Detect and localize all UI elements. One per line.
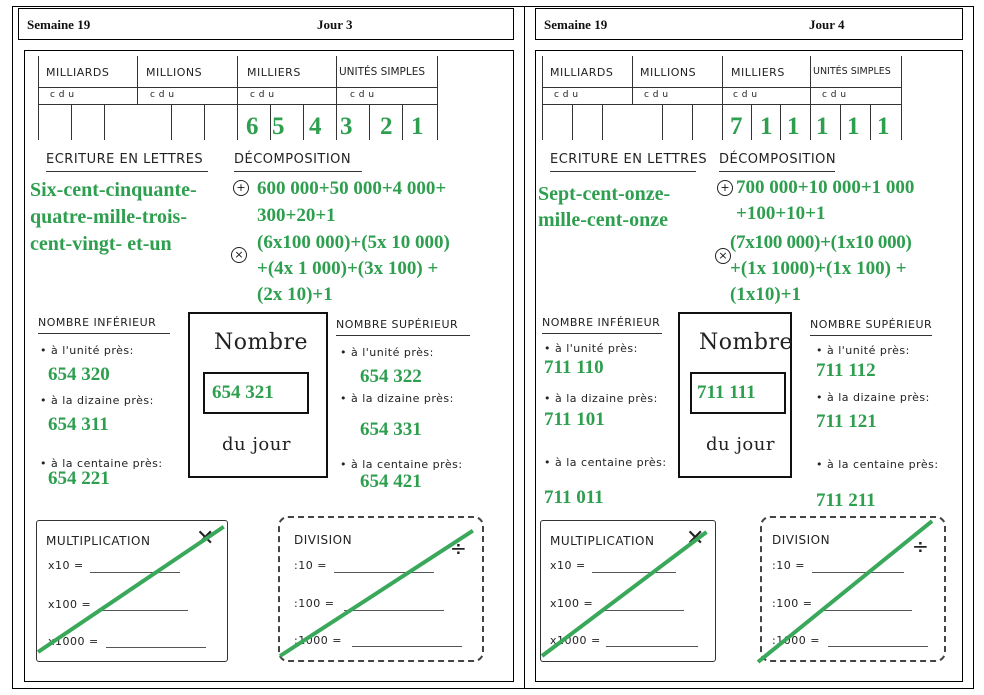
mult-row-10: x10 = — [550, 559, 586, 572]
digit-dizaine: 1 — [847, 113, 860, 140]
mult-row-10: x10 = — [48, 559, 84, 572]
nombre-subtitle: du jour — [222, 434, 291, 455]
nombre-title: Nombre — [214, 330, 308, 355]
superieur-dizaine-label: • à la dizaine près: — [816, 391, 930, 404]
inferieur-unit-label: • à l'unité près: — [40, 344, 134, 357]
superieur-unit-label: • à l'unité près: — [816, 344, 910, 357]
superieur-dizaine-value: 711 121 — [816, 411, 877, 432]
multiplication-title: MULTIPLICATION — [550, 534, 655, 548]
decomp-mult-line-2: +(1x 1000)+(1x 100) + — [730, 258, 907, 279]
digit-centaine: 1 — [816, 113, 829, 140]
division-title: DIVISION — [294, 533, 353, 547]
cdu-milliards: c d u — [50, 90, 75, 100]
decomp-mult-line-1: (6x100 000)+(5x 10 000) — [257, 232, 450, 253]
nombre-value: 654 321 — [212, 382, 274, 403]
division-title: DIVISION — [772, 533, 831, 547]
mult-row-1000: x1000 = — [550, 634, 601, 647]
cdu-milliards: c d u — [554, 90, 579, 100]
superieur-unit-value: 654 322 — [360, 366, 422, 387]
nombre-subtitle: du jour — [706, 434, 775, 455]
sheet-header — [535, 8, 963, 40]
inferieur-title: NOMBRE INFÉRIEUR — [38, 316, 157, 329]
decomp-add-line-2: 300+20+1 — [257, 205, 336, 226]
superieur-title: NOMBRE SUPÉRIEUR — [336, 318, 459, 331]
ecriture-label: ECRITURE EN LETTRES — [550, 152, 708, 167]
cdu-millions: c d u — [644, 90, 669, 100]
multiplication-x-icon: ✕ — [686, 526, 705, 551]
header-millions: MILLIONS — [146, 66, 203, 79]
digit-unite: 1 — [411, 113, 424, 140]
superieur-title: NOMBRE SUPÉRIEUR — [810, 318, 933, 331]
words-line-1: Six-cent-cinquante- — [30, 179, 197, 201]
inferieur-centaine-label: • à la centaine près: — [40, 457, 163, 470]
inferieur-title: NOMBRE INFÉRIEUR — [542, 316, 661, 329]
plus-circle-icon: + — [717, 180, 733, 196]
multiplication-x-icon: ✕ — [196, 526, 215, 551]
inferieur-dizaine-value: 654 311 — [48, 414, 109, 435]
digit-centaine-milliers: 6 — [246, 113, 259, 140]
superieur-unit-label: • à l'unité près: — [340, 346, 434, 359]
header-unites: UNITÉS SIMPLES — [813, 66, 891, 77]
superieur-unit-value: 711 112 — [816, 360, 876, 381]
inferieur-unit-value: 654 320 — [48, 364, 110, 385]
digit-unite: 1 — [877, 113, 890, 140]
inferieur-unit-value: 711 110 — [544, 357, 604, 378]
inferieur-centaine-label: • à la centaine près: — [544, 456, 667, 469]
header-millions: MILLIONS — [640, 66, 697, 79]
superieur-centaine-label: • à la centaine près: — [340, 458, 463, 471]
decomposition-label: DÉCOMPOSITION — [234, 152, 352, 167]
mult-row-1000: x1000 = — [48, 635, 99, 648]
div-row-10: :10 = — [772, 559, 805, 572]
div-row-100: :100 = — [772, 597, 813, 610]
digit-unite-milliers: 1 — [787, 113, 800, 140]
header-milliers: MILLIERS — [731, 66, 785, 79]
words-line-2: mille-cent-onze — [538, 209, 668, 231]
div-row-100: :100 = — [294, 597, 335, 610]
cdu-unites: c d u — [822, 90, 847, 100]
ecriture-label: ECRITURE EN LETTRES — [46, 152, 204, 167]
header-milliards: MILLIARDS — [46, 66, 110, 79]
inferieur-dizaine-value: 711 101 — [544, 409, 605, 430]
mult-row-100: x100 = — [550, 597, 594, 610]
digit-unite-milliers: 4 — [309, 113, 322, 140]
times-circle-icon: × — [715, 248, 731, 264]
mult-row-100: x100 = — [48, 598, 92, 611]
day-label: Jour 3 — [317, 17, 353, 32]
header-milliards: MILLIARDS — [550, 66, 614, 79]
superieur-dizaine-value: 654 331 — [360, 419, 422, 440]
sheet-header — [18, 8, 514, 40]
digit-dizaine-milliers: 1 — [760, 113, 773, 140]
div-row-10: :10 = — [294, 559, 327, 572]
decomp-add-line-1: 700 000+10 000+1 000 — [736, 177, 915, 198]
inferieur-centaine-value: 654 221 — [48, 468, 110, 489]
week-label: Semaine 19 — [544, 17, 608, 32]
superieur-centaine-value: 711 211 — [816, 490, 876, 511]
div-row-1000: :1000 = — [772, 634, 820, 647]
inferieur-dizaine-label: • à la dizaine près: — [544, 392, 658, 405]
inferieur-dizaine-label: • à la dizaine près: — [40, 394, 154, 407]
page-divider — [524, 6, 525, 689]
words-line-2: quatre-mille-trois- — [30, 206, 188, 228]
multiplication-title: MULTIPLICATION — [46, 534, 151, 548]
times-circle-icon: × — [231, 247, 247, 263]
digit-centaine: 3 — [340, 113, 353, 140]
plus-circle-icon: + — [233, 180, 249, 196]
header-milliers: MILLIERS — [247, 66, 301, 79]
decomp-mult-line-2: +(4x 1 000)+(3x 100) + — [257, 258, 439, 279]
cdu-millions: c d u — [150, 90, 175, 100]
inferieur-unit-label: • à l'unité près: — [544, 342, 638, 355]
division-sign-icon: ÷ — [912, 534, 930, 558]
inferieur-centaine-value: 711 011 — [544, 487, 604, 508]
digit-dizaine-milliers: 5 — [272, 113, 285, 140]
superieur-dizaine-label: • à la dizaine près: — [340, 392, 454, 405]
cdu-unites: c d u — [350, 90, 375, 100]
decomp-mult-line-1: (7x100 000)+(1x10 000) — [730, 232, 912, 253]
week-label: Semaine 19 — [27, 17, 91, 32]
decomposition-label: DÉCOMPOSITION — [719, 152, 837, 167]
cdu-milliers: c d u — [250, 90, 275, 100]
decomp-add-line-1: 600 000+50 000+4 000+ — [257, 178, 447, 199]
decomp-add-line-2: +100+10+1 — [736, 203, 826, 224]
words-line-3: cent-vingt- et-un — [30, 233, 172, 255]
header-unites: UNITÉS SIMPLES — [339, 66, 425, 78]
digit-dizaine: 2 — [380, 113, 393, 140]
nombre-title: Nombre — [699, 330, 793, 355]
div-row-1000: :1000 = — [294, 634, 342, 647]
decomp-mult-line-3: (1x10)+1 — [730, 284, 801, 305]
digit-centaine-milliers: 7 — [730, 113, 743, 140]
superieur-centaine-label: • à la centaine près: — [816, 458, 939, 471]
words-line-1: Sept-cent-onze- — [538, 183, 671, 205]
superieur-centaine-value: 654 421 — [360, 471, 422, 492]
cdu-milliers: c d u — [733, 90, 758, 100]
day-label: Jour 4 — [809, 17, 845, 32]
decomp-mult-line-3: (2x 10)+1 — [257, 284, 333, 305]
division-sign-icon: ÷ — [450, 536, 468, 560]
nombre-value: 711 111 — [697, 382, 756, 403]
